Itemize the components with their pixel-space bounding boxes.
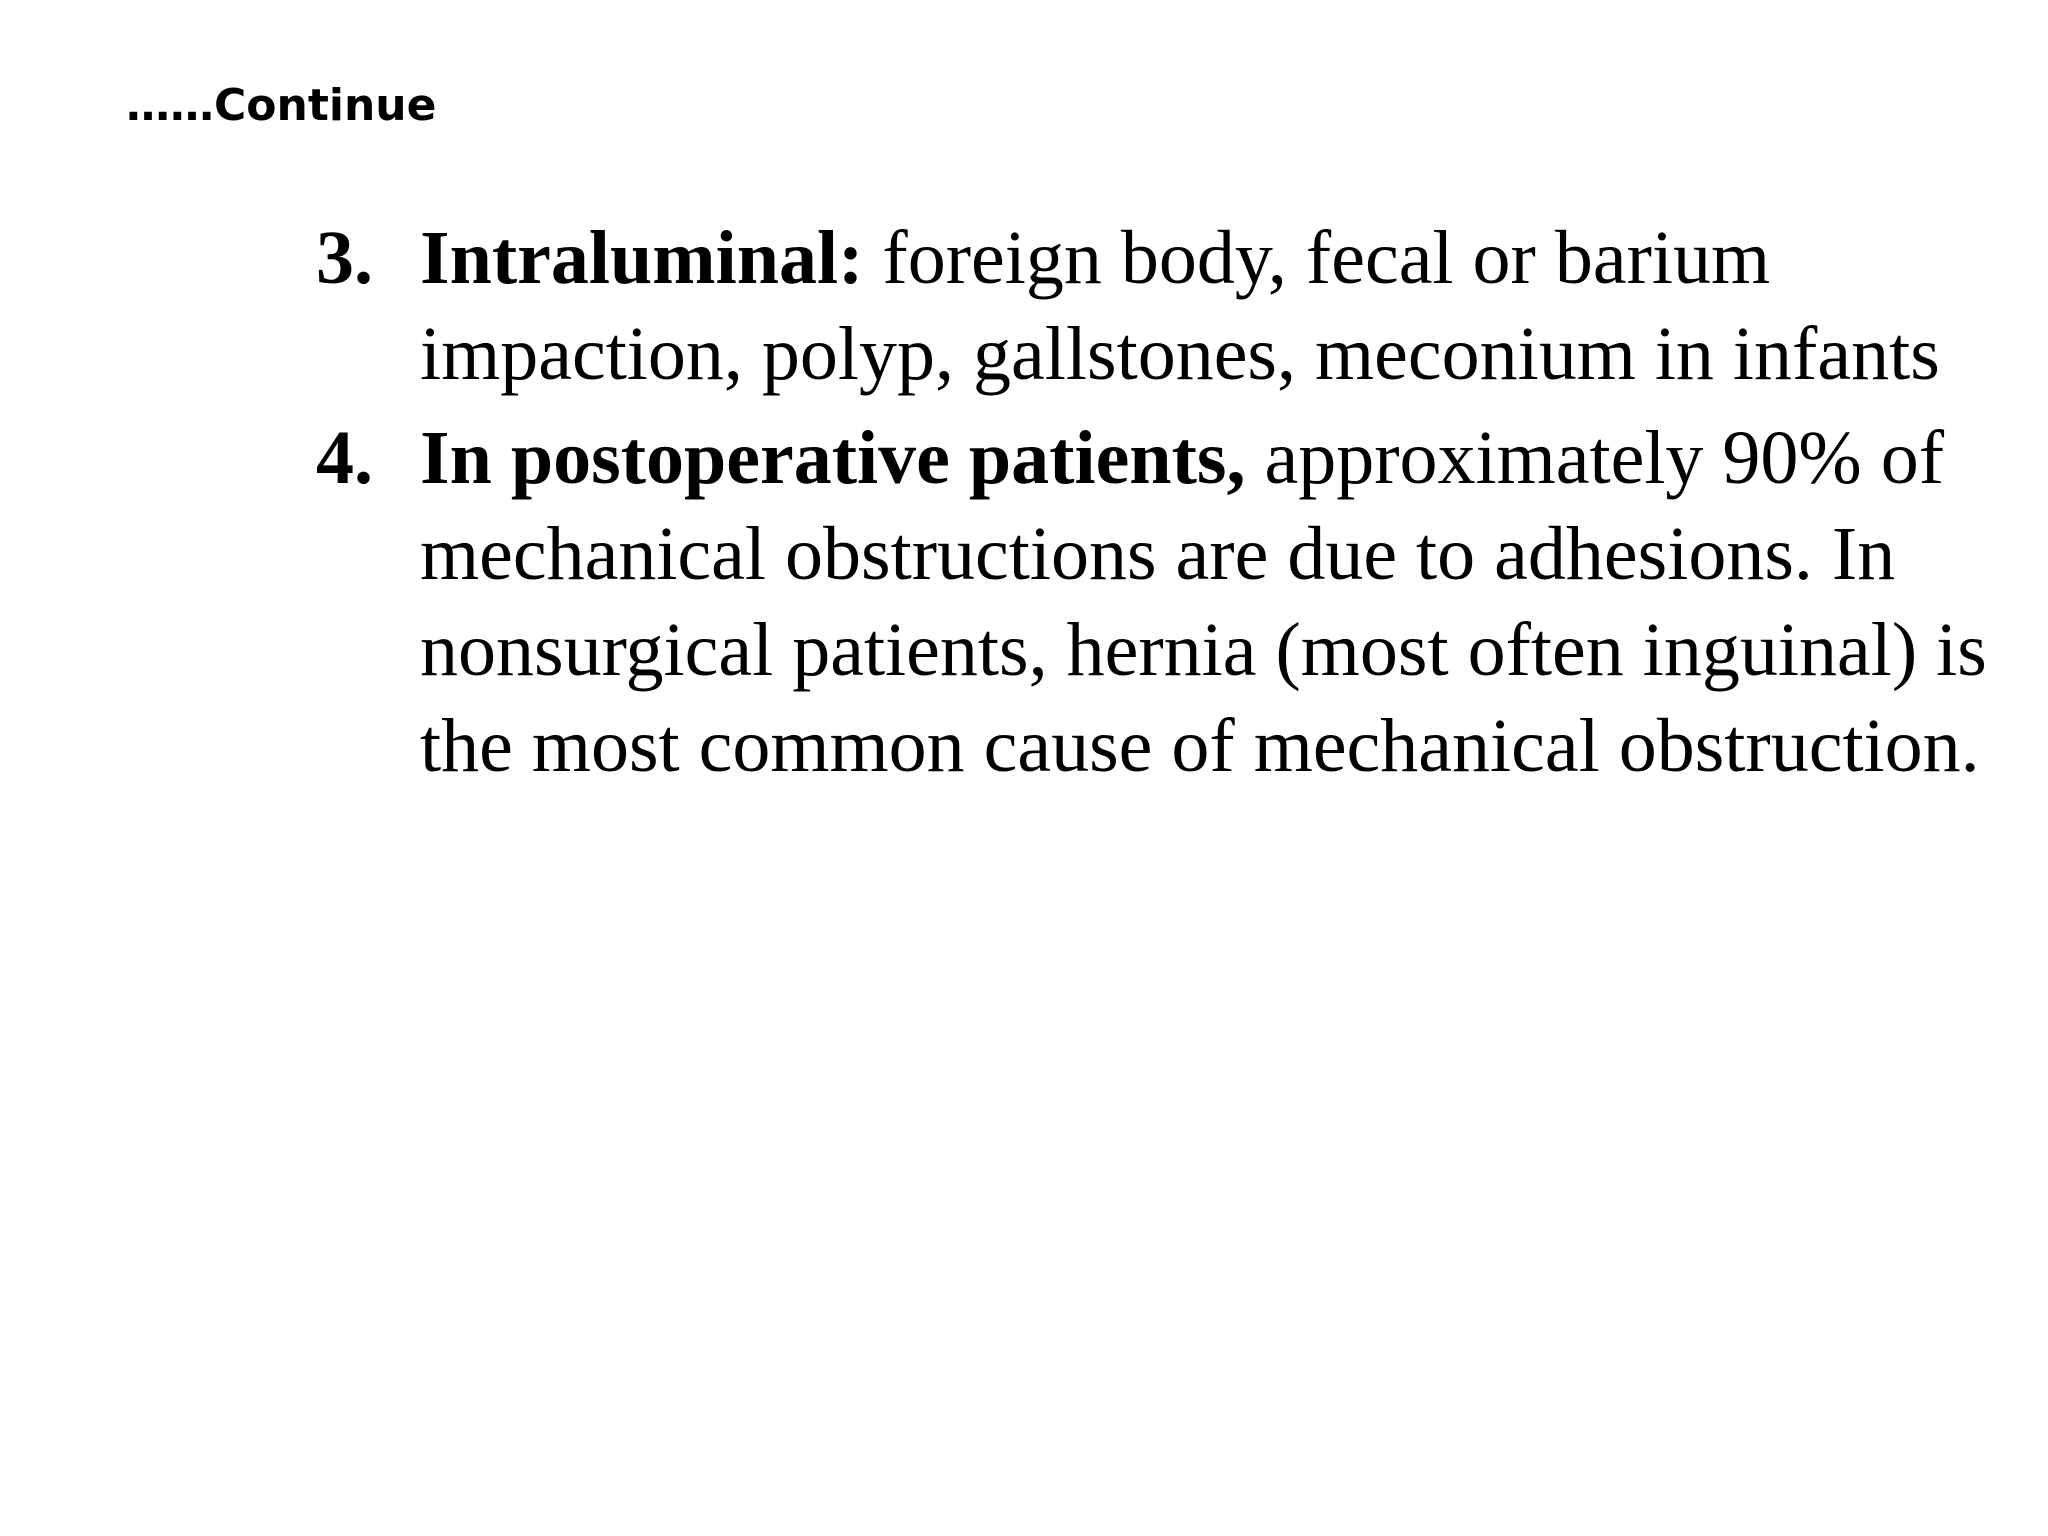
- item-text: foreign body, fecal or barium impaction, polyp, gallstones, meconium in infants: [420, 216, 1940, 396]
- item-lead: In postoperative patients,: [420, 416, 1246, 500]
- item-text: approximately 90% of mechanical obstructions are due to adhesions. In nonsurgical patients, hernia (most often inguinal) is the most common cause of mechanical obstruction.: [420, 416, 1987, 788]
- item-number: 3.: [316, 216, 373, 300]
- list-item-postoperative: [316, 410, 1996, 794]
- item-lead: Intraluminal:: [420, 216, 864, 300]
- slide-title: ……Continue: [126, 80, 437, 131]
- list-item-intraluminal: [316, 210, 1996, 402]
- item-number: 4.: [316, 416, 373, 500]
- content-list: [316, 210, 1996, 802]
